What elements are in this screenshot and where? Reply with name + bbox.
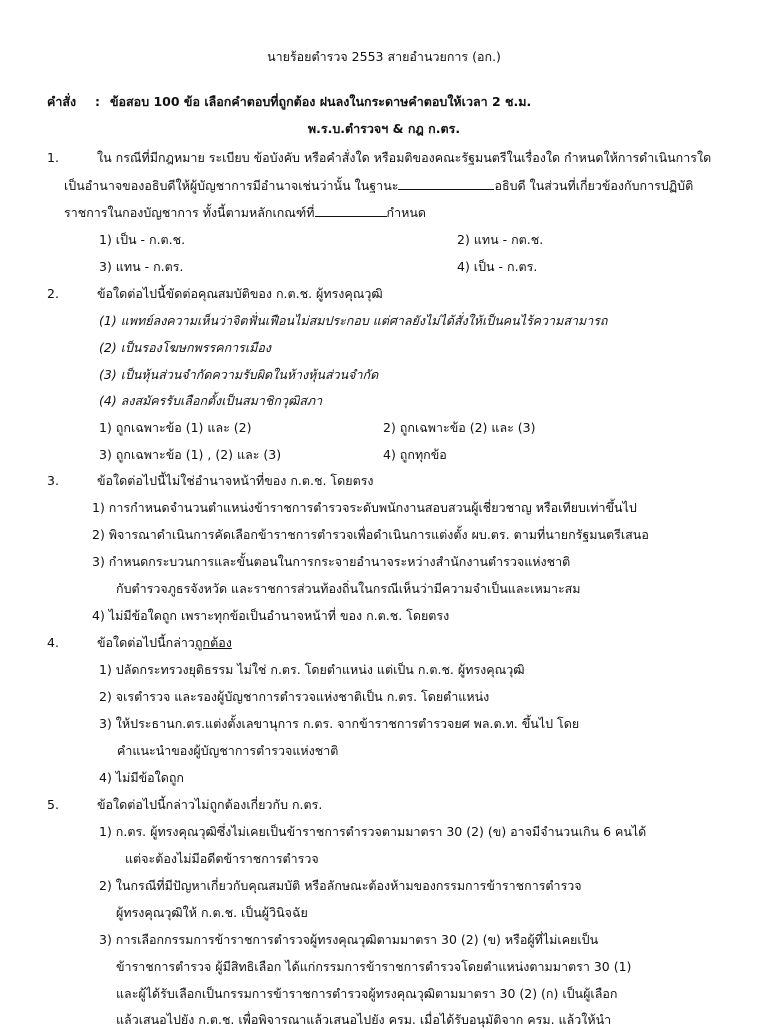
q5-option-1a: 1) ก.ตร. ผู้ทรงคุณวุฒิซึ่งไม่เคยเป็นข้าราชการตำรวจตามมาตรา 30 (2) (ข) อาจมีจำนวนเกิน 6 คนได้	[99, 824, 647, 839]
q3-option-3a: 3) กำหนดกระบวนการและขั้นตอนในการกระจายอำนาจระหว่างสำนักงานตำรวจแห่งชาติ	[92, 554, 571, 569]
q1-option-1: 1) เป็น - ก.ต.ช.	[99, 232, 186, 247]
q3-number: 3.	[47, 473, 59, 488]
q2-option-2: 2) ถูกเฉพาะข้อ (2) และ (3)	[383, 420, 536, 435]
q2-stem: ข้อใดต่อไปนี้ขัดต่อคุณสมบัติของ ก.ต.ช. ผู้ทรงคุณวุฒิ	[97, 286, 383, 301]
q4-option-3b: คำแนะนำของผู้บัญชาการตำรวจแห่งชาติ	[117, 743, 339, 758]
q1-line-3	[64, 204, 426, 222]
q4-option-1: 1) ปลัดกระทรวงยุติธรรม ไม่ใช่ ก.ตร. โดยตำแหน่ง แต่เป็น ก.ต.ช. ผู้ทรงคุณวุฒิ	[99, 662, 525, 677]
q1-line-3b: กำหนด	[386, 205, 426, 220]
instruction-colon: :	[95, 94, 100, 109]
q1-number: 1.	[47, 150, 59, 165]
q4-stem-b: ถูกต้อง	[194, 635, 232, 650]
q3-option-4: 4) ไม่มีข้อใดถูก เพราะทุกข้อเป็นอำนาจหน้าที่ ของ ก.ต.ช. โดยตรง	[92, 608, 450, 623]
document-header: นายร้อยตำรวจ 2553 สายอำนวยการ (อก.)	[267, 49, 501, 64]
q5-option-3b: ข้าราชการตำรวจ ผู้มีสิทธิเลือก ได้แก่กรรมการข้าราชการตำรวจโดยตำแหน่งตามมาตรา 30 (1)	[116, 959, 632, 974]
q3-option-2: 2) พิจารณาดำเนินการคัดเลือกข้าราชการตำรวจเพื่อดำเนินการแต่งตั้ง ผบ.ตร. ตามที่นายกรัฐมนตรีเสนอ	[92, 527, 649, 542]
q1-line-2a: เป็นอำนาจของอธิบดีให้ผู้บัญชาการมีอำนาจเช่นว่านั้น ในฐานะ	[64, 178, 399, 193]
q1-option-4: 4) เป็น - ก.ตร.	[457, 259, 538, 274]
q2-option-3: 3) ถูกเฉพาะข้อ (1) , (2) และ (3)	[99, 447, 282, 462]
q3-option-3b: กับตำรวจภูธรจังหวัด และราชการส่วนท้องถิ่นในกรณีเห็นว่ามีความจำเป็นและเหมาะสม	[116, 581, 581, 596]
q5-option-3a: 3) การเลือกกรรมการข้าราชการตำรวจผู้ทรงคุณวุฒิตามมาตรา 30 (2) (ข) หรือผู้ที่ไม่เคยเป็น	[99, 932, 599, 947]
q4-option-2: 2) จเรตำรวจ และรองผู้บัญชาการตำรวจแห่งชาติเป็น ก.ตร. โดยตำแหน่ง	[99, 689, 490, 704]
q5-stem: ข้อใดต่อไปนี้กล่าวไม่ถูกต้องเกี่ยวกับ ก.ตร.	[97, 797, 323, 812]
q5-option-2b: ผู้ทรงคุณวุฒิให้ ก.ต.ช. เป็นผู้วินิจฉัย	[116, 905, 308, 920]
instruction-text: ข้อสอบ 100 ข้อ เลือกคำตอบที่ถูกต้อง ฝนลงในกระดาษคำตอบให้เวลา 2 ช.ม.	[110, 94, 532, 109]
q3-option-1: 1) การกำหนดจำนวนตำแหน่งข้าราชการตำรวจระดับพนักงานสอบสวนผู้เชี่ยวชาญ หรือเทียบเท่าขึ้นไป	[92, 500, 637, 515]
q2-statement-1: (1) แพทย์ลงความเห็นว่าจิตฟั่นเฟือนไม่สมประกอบ แต่ศาลยังไม่ได้สั่งให้เป็นคนไร้ความสามารถ	[99, 313, 608, 328]
q3-stem: ข้อใดต่อไปนี้ไม่ใช่อำนาจหน้าที่ของ ก.ต.ช. โดยตรง	[97, 473, 374, 488]
q4-option-3a: 3) ให้ประธานก.ตร.แต่งตั้งเลขานุการ ก.ตร. จากข้าราชการตำรวจยศ พล.ต.ท. ขึ้นไป โดย	[99, 716, 580, 731]
q4-number: 4.	[47, 635, 59, 650]
q1-option-3: 3) แทน - ก.ตร.	[99, 259, 184, 274]
q5-option-2a: 2) ในกรณีที่มีปัญหาเกี่ยวกับคุณสมบัติ หรือลักษณะต้องห้ามของกรรมการข้าราชการตำรวจ	[99, 878, 582, 893]
q2-number: 2.	[47, 286, 59, 301]
q4-stem-a: ข้อใดต่อไปนี้กล่าว	[97, 635, 195, 650]
q5-option-3d: แล้วเสนอไปยัง ก.ต.ช. เพื่อพิจารณาแล้วเสนอไปยัง ครม. เมื่อได้รับอนุมัติจาก ครม. แล้วให้นำ	[116, 1012, 612, 1027]
q5-number: 5.	[47, 797, 59, 812]
q1-blank-2	[315, 204, 387, 217]
q5-option-3c: และผู้ได้รับเลือกเป็นกรรมการข้าราชการตำรวจผู้ทรงคุณวุฒิตามมาตรา 30 (2) (ก) เป็นผู้เลือก	[116, 986, 618, 1001]
q1-line-3a: ราชการในกองบัญชาการ ทั้งนี้ตามหลักเกณฑ์ที่	[64, 205, 315, 220]
instruction-label: คำสั่ง	[47, 94, 77, 109]
q4-option-4: 4) ไม่มีข้อใดถูก	[99, 770, 184, 785]
q2-statement-2: (2) เป็นรองโฆษกพรรคการเมือง	[99, 340, 272, 355]
q2-option-4: 4) ถูกทุกข้อ	[383, 447, 447, 462]
q2-option-1: 1) ถูกเฉพาะข้อ (1) และ (2)	[99, 420, 252, 435]
q1-blank-1	[398, 177, 494, 190]
q5-option-1b: แต่จะต้องไม่มีอดีตข้าราชการตำรวจ	[125, 851, 319, 866]
q1-line-1: ใน กรณีที่มีกฎหมาย ระเบียบ ข้อบังคับ หรือคำสั่งใด หรือมติของคณะรัฐมนตรีในเรื่องใด กำหนดให้การดำเนินการใด	[97, 150, 712, 165]
q1-line-2	[64, 177, 693, 195]
q1-option-2: 2) แทน - กต.ช.	[457, 232, 544, 247]
q4-stem	[97, 634, 232, 652]
q2-statement-3: (3) เป็นหุ้นส่วนจำกัดความรับผิดในห้างหุ้นส่วนจำกัด	[99, 367, 379, 382]
section-title: พ.ร.บ.ตำรวจฯ & กฎ ก.ตร.	[307, 121, 461, 136]
q1-line-2b: อธิบดี ในส่วนที่เกี่ยวข้องกับการปฏิบัติ	[494, 178, 694, 193]
q2-statement-4: (4) ลงสมัครรับเลือกตั้งเป็นสมาชิกวุฒิสภา	[99, 393, 323, 408]
